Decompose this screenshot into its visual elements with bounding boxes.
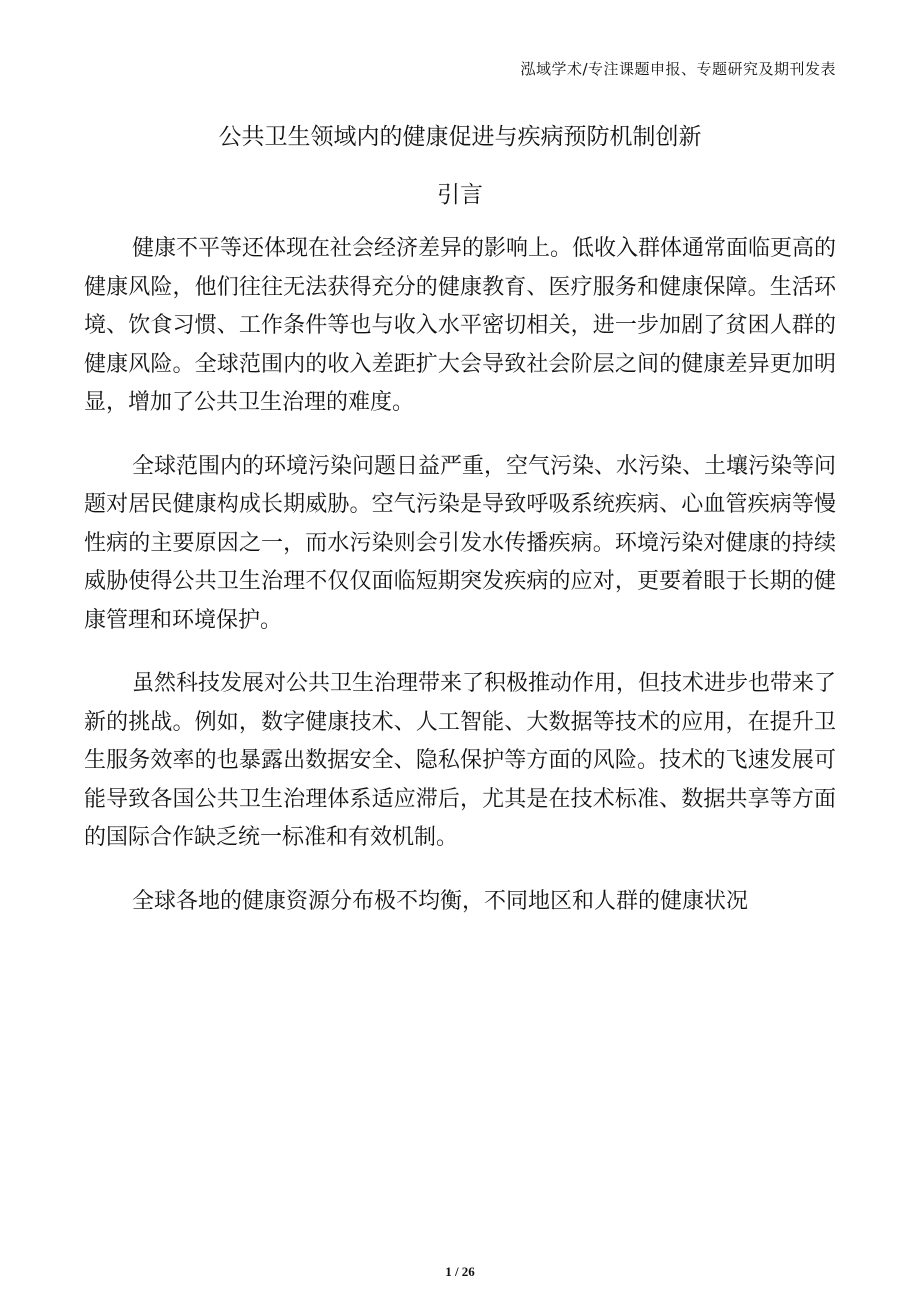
page-number: 1 / 26 [445,1264,475,1279]
document-body [84,230,836,921]
page-header: 泓域学术/专注课题申报、专题研究及期刊发表 [520,60,836,78]
paragraph-2: 全球范围内的环境污染问题日益严重，空气污染、水污染、土壤污染等问题对居民健康构成长期威胁。空气污染是导致呼吸系统疾病、心血管疾病等慢性病的主要原因之一，而水污染则会引发水传播疾病。环境污染对健康的持续威胁使得公共卫生治理不仅仅面临短期突发疾病的应对，更要着眼于长期的健康管理和环境保护。 [84,453,837,633]
paragraph-1: 健康不平等还体现在社会经济差异的影响上。低收入群体通常面临更高的健康风险，他们往往无法获得充分的健康教育、医疗服务和健康保障。生活环境、饮食习惯、工作条件等也与收入水平密切相关，进一步加剧了贫困人群的健康风险。全球范围内的收入差距扩大会导致社会阶层之间的健康差异更加明显，增加了公共卫生治理的难度。 [84,236,837,415]
paragraph-3: 虽然科技发展对公共卫生治理带来了积极推动作用，但技术进步也带来了新的挑战。例如，数字健康技术、人工智能、大数据等技术的应用，在提升卫生服务效率的也暴露出数据安全、隐私保护等方面的风险。技术的飞速发展可能导致各国公共卫生治理体系适应滞后，尤其是在技术标准、数据共享等方面的国际合作缺乏统一标准和有效机制。 [84,671,837,850]
section-heading: 引言 [437,182,483,208]
paragraph-4: 全球各地的健康资源分布极不均衡，不同地区和人群的健康状况 [132,888,749,914]
document-title: 公共卫生领域内的健康促进与疾病预防机制创新 [218,124,702,150]
